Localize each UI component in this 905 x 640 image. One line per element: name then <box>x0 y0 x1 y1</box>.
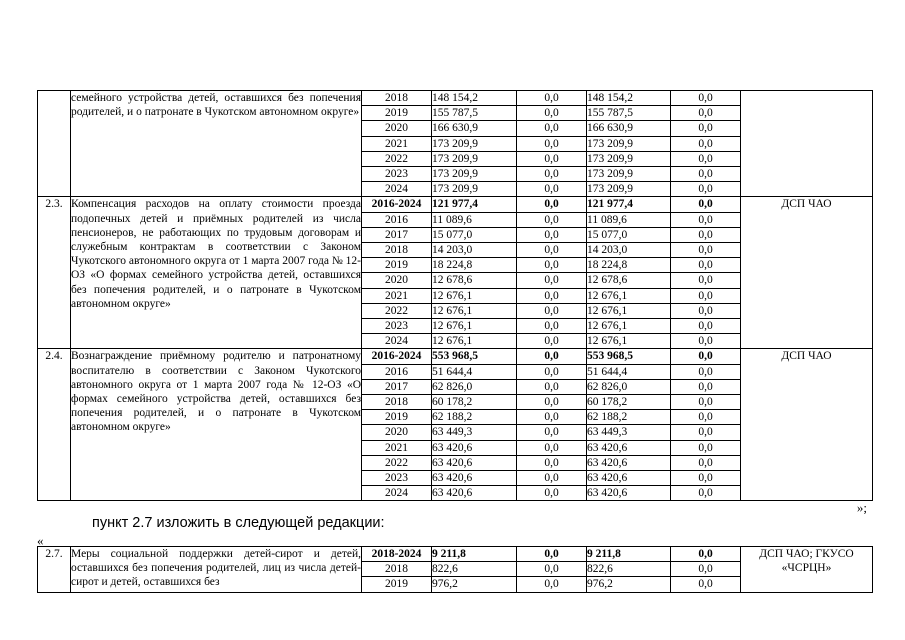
federal-amount-cell: 0,0 <box>517 349 587 364</box>
opening-quote: « <box>37 533 44 548</box>
total-amount-cell: 173 209,9 <box>432 136 517 151</box>
year-cell: 2022 <box>362 303 432 318</box>
total-amount-cell: 14 203,0 <box>432 243 517 258</box>
year-cell: 2020 <box>362 425 432 440</box>
total-amount-cell: 51 644,4 <box>432 364 517 379</box>
year-cell: 2022 <box>362 151 432 166</box>
year-cell: 2023 <box>362 471 432 486</box>
federal-amount-cell: 0,0 <box>517 258 587 273</box>
federal-amount-cell: 0,0 <box>517 288 587 303</box>
year-cell: 2016-2024 <box>362 197 432 212</box>
other-amount-cell: 0,0 <box>671 410 741 425</box>
year-cell: 2021 <box>362 136 432 151</box>
regional-amount-cell: 12 678,6 <box>587 273 671 288</box>
item-number: 2.4. <box>38 349 71 501</box>
other-amount-cell: 0,0 <box>671 121 741 136</box>
year-cell: 2018-2024 <box>362 547 432 562</box>
other-amount-cell: 0,0 <box>671 243 741 258</box>
other-amount-cell: 0,0 <box>671 106 741 121</box>
other-amount-cell: 0,0 <box>671 425 741 440</box>
federal-amount-cell: 0,0 <box>517 547 587 562</box>
year-cell: 2017 <box>362 227 432 242</box>
regional-amount-cell: 822,6 <box>587 562 671 577</box>
table-row <box>38 91 873 106</box>
regional-amount-cell: 155 787,5 <box>587 106 671 121</box>
year-cell: 2024 <box>362 334 432 349</box>
regional-amount-cell: 18 224,8 <box>587 258 671 273</box>
total-amount-cell: 12 676,1 <box>432 303 517 318</box>
regional-amount-cell: 14 203,0 <box>587 243 671 258</box>
other-amount-cell: 0,0 <box>671 577 741 592</box>
total-amount-cell: 173 209,9 <box>432 182 517 197</box>
funding-table <box>37 90 873 501</box>
total-amount-cell: 11 089,6 <box>432 212 517 227</box>
federal-amount-cell: 0,0 <box>517 106 587 121</box>
total-amount-cell: 173 209,9 <box>432 167 517 182</box>
federal-amount-cell: 0,0 <box>517 410 587 425</box>
year-cell: 2016 <box>362 364 432 379</box>
year-cell: 2018 <box>362 243 432 258</box>
federal-amount-cell: 0,0 <box>517 425 587 440</box>
total-amount-cell: 60 178,2 <box>432 395 517 410</box>
item-description: семейного устройства детей, оставшихся без попечения родителей, и о патронате в Чукотском автономном округе» <box>71 91 362 197</box>
regional-amount-cell: 553 968,5 <box>587 349 671 364</box>
other-amount-cell: 0,0 <box>671 91 741 106</box>
other-amount-cell: 0,0 <box>671 197 741 212</box>
regional-amount-cell: 12 676,1 <box>587 334 671 349</box>
year-cell: 2016 <box>362 212 432 227</box>
federal-amount-cell: 0,0 <box>517 364 587 379</box>
item-description: Меры социальной поддержки детей-сирот и детей, оставшихся без попечения родителей, лиц из числа детей-сирот и детей, оставшихся без <box>71 547 362 593</box>
regional-amount-cell: 63 420,6 <box>587 486 671 501</box>
total-amount-cell: 63 420,6 <box>432 471 517 486</box>
regional-amount-cell: 62 188,2 <box>587 410 671 425</box>
federal-amount-cell: 0,0 <box>517 167 587 182</box>
federal-amount-cell: 0,0 <box>517 136 587 151</box>
regional-amount-cell: 51 644,4 <box>587 364 671 379</box>
regional-amount-cell: 173 209,9 <box>587 136 671 151</box>
other-amount-cell: 0,0 <box>671 136 741 151</box>
other-amount-cell: 0,0 <box>671 151 741 166</box>
total-amount-cell: 822,6 <box>432 562 517 577</box>
total-amount-cell: 9 211,8 <box>432 547 517 562</box>
year-cell: 2020 <box>362 273 432 288</box>
table-row <box>38 197 873 212</box>
year-cell: 2024 <box>362 486 432 501</box>
regional-amount-cell: 63 420,6 <box>587 455 671 470</box>
regional-amount-cell: 148 154,2 <box>587 91 671 106</box>
total-amount-cell: 976,2 <box>432 577 517 592</box>
regional-amount-cell: 173 209,9 <box>587 151 671 166</box>
regional-amount-cell: 121 977,4 <box>587 197 671 212</box>
executor-cell: ДСП ЧАО; ГКУСО «ЧСРЦН» <box>741 547 873 593</box>
total-amount-cell: 148 154,2 <box>432 91 517 106</box>
total-amount-cell: 12 676,1 <box>432 334 517 349</box>
federal-amount-cell: 0,0 <box>517 197 587 212</box>
regional-amount-cell: 976,2 <box>587 577 671 592</box>
year-cell: 2023 <box>362 319 432 334</box>
federal-amount-cell: 0,0 <box>517 182 587 197</box>
regional-amount-cell: 12 676,1 <box>587 303 671 318</box>
regional-amount-cell: 63 449,3 <box>587 425 671 440</box>
year-cell: 2021 <box>362 288 432 303</box>
other-amount-cell: 0,0 <box>671 364 741 379</box>
closing-quote: »; <box>856 500 867 515</box>
federal-amount-cell: 0,0 <box>517 212 587 227</box>
year-cell: 2023 <box>362 167 432 182</box>
federal-amount-cell: 0,0 <box>517 395 587 410</box>
total-amount-cell: 63 449,3 <box>432 425 517 440</box>
other-amount-cell: 0,0 <box>671 547 741 562</box>
regional-amount-cell: 173 209,9 <box>587 167 671 182</box>
total-amount-cell: 12 676,1 <box>432 319 517 334</box>
regional-amount-cell: 173 209,9 <box>587 182 671 197</box>
federal-amount-cell: 0,0 <box>517 486 587 501</box>
regional-amount-cell: 12 676,1 <box>587 288 671 303</box>
other-amount-cell: 0,0 <box>671 471 741 486</box>
other-amount-cell: 0,0 <box>671 227 741 242</box>
year-cell: 2019 <box>362 410 432 425</box>
federal-amount-cell: 0,0 <box>517 227 587 242</box>
total-amount-cell: 121 977,4 <box>432 197 517 212</box>
total-amount-cell: 155 787,5 <box>432 106 517 121</box>
table-row <box>38 349 873 364</box>
regional-amount-cell: 11 089,6 <box>587 212 671 227</box>
other-amount-cell: 0,0 <box>671 303 741 318</box>
other-amount-cell: 0,0 <box>671 212 741 227</box>
year-cell: 2018 <box>362 562 432 577</box>
year-cell: 2018 <box>362 395 432 410</box>
table-row <box>38 547 873 562</box>
other-amount-cell: 0,0 <box>671 486 741 501</box>
regional-amount-cell: 63 420,6 <box>587 471 671 486</box>
federal-amount-cell: 0,0 <box>517 273 587 288</box>
year-cell: 2020 <box>362 121 432 136</box>
federal-amount-cell: 0,0 <box>517 440 587 455</box>
year-cell: 2016-2024 <box>362 349 432 364</box>
other-amount-cell: 0,0 <box>671 273 741 288</box>
year-cell: 2021 <box>362 440 432 455</box>
executor-cell: ДСП ЧАО <box>741 349 873 501</box>
other-amount-cell: 0,0 <box>671 288 741 303</box>
total-amount-cell: 12 678,6 <box>432 273 517 288</box>
other-amount-cell: 0,0 <box>671 319 741 334</box>
regional-amount-cell: 62 826,0 <box>587 379 671 394</box>
total-amount-cell: 62 188,2 <box>432 410 517 425</box>
total-amount-cell: 166 630,9 <box>432 121 517 136</box>
other-amount-cell: 0,0 <box>671 440 741 455</box>
federal-amount-cell: 0,0 <box>517 379 587 394</box>
regional-amount-cell: 9 211,8 <box>587 547 671 562</box>
year-cell: 2024 <box>362 182 432 197</box>
total-amount-cell: 63 420,6 <box>432 486 517 501</box>
year-cell: 2022 <box>362 455 432 470</box>
regional-amount-cell: 63 420,6 <box>587 440 671 455</box>
total-amount-cell: 173 209,9 <box>432 151 517 166</box>
year-cell: 2018 <box>362 91 432 106</box>
funding-table-body <box>38 91 873 501</box>
regional-amount-cell: 15 077,0 <box>587 227 671 242</box>
other-amount-cell: 0,0 <box>671 562 741 577</box>
total-amount-cell: 63 420,6 <box>432 455 517 470</box>
other-amount-cell: 0,0 <box>671 349 741 364</box>
total-amount-cell: 63 420,6 <box>432 440 517 455</box>
federal-amount-cell: 0,0 <box>517 91 587 106</box>
executor-cell <box>741 91 873 197</box>
year-cell: 2019 <box>362 258 432 273</box>
federal-amount-cell: 0,0 <box>517 334 587 349</box>
federal-amount-cell: 0,0 <box>517 303 587 318</box>
federal-amount-cell: 0,0 <box>517 471 587 486</box>
federal-amount-cell: 0,0 <box>517 243 587 258</box>
regional-amount-cell: 12 676,1 <box>587 319 671 334</box>
other-amount-cell: 0,0 <box>671 334 741 349</box>
executor-cell: ДСП ЧАО <box>741 197 873 349</box>
total-amount-cell: 62 826,0 <box>432 379 517 394</box>
regional-amount-cell: 60 178,2 <box>587 395 671 410</box>
total-amount-cell: 18 224,8 <box>432 258 517 273</box>
federal-amount-cell: 0,0 <box>517 121 587 136</box>
federal-amount-cell: 0,0 <box>517 562 587 577</box>
item-number: 2.3. <box>38 197 71 349</box>
total-amount-cell: 15 077,0 <box>432 227 517 242</box>
year-cell: 2019 <box>362 577 432 592</box>
funding-table-body <box>38 547 873 593</box>
federal-amount-cell: 0,0 <box>517 577 587 592</box>
other-amount-cell: 0,0 <box>671 258 741 273</box>
other-amount-cell: 0,0 <box>671 379 741 394</box>
year-cell: 2019 <box>362 106 432 121</box>
other-amount-cell: 0,0 <box>671 395 741 410</box>
total-amount-cell: 12 676,1 <box>432 288 517 303</box>
total-amount-cell: 553 968,5 <box>432 349 517 364</box>
funding-table-item-2-7 <box>37 546 873 593</box>
year-cell: 2017 <box>362 379 432 394</box>
item-number: 2.7. <box>38 547 71 593</box>
federal-amount-cell: 0,0 <box>517 455 587 470</box>
other-amount-cell: 0,0 <box>671 167 741 182</box>
other-amount-cell: 0,0 <box>671 455 741 470</box>
item-description: Компенсация расходов на оплату стоимости проезда подопечных детей и приёмных родителей из числа пенсионеров, не работающих по трудовым договорам и служебным контрактам в соответствии с Законом Чукотского автономного округа от 1 марта 2007 года № 12-ОЗ «О формах семейного устройства детей, оставшихся без попечения родителей, и о патронате в Чукотском автономном округе» <box>71 197 362 349</box>
regional-amount-cell: 166 630,9 <box>587 121 671 136</box>
other-amount-cell: 0,0 <box>671 182 741 197</box>
item-description: Вознаграждение приёмному родителю и патронатному воспитателю в соответствии с Законом Чукотского автономного округа от 1 марта 2007 года № 12-ОЗ «О формах семейного устройства детей, оставшихся без попечения родителей, и о патронате в Чукотском автономном округе» <box>71 349 362 501</box>
item-number <box>38 91 71 197</box>
amendment-paragraph: пункт 2.7 изложить в следующей редакции: <box>92 515 385 531</box>
federal-amount-cell: 0,0 <box>517 151 587 166</box>
federal-amount-cell: 0,0 <box>517 319 587 334</box>
